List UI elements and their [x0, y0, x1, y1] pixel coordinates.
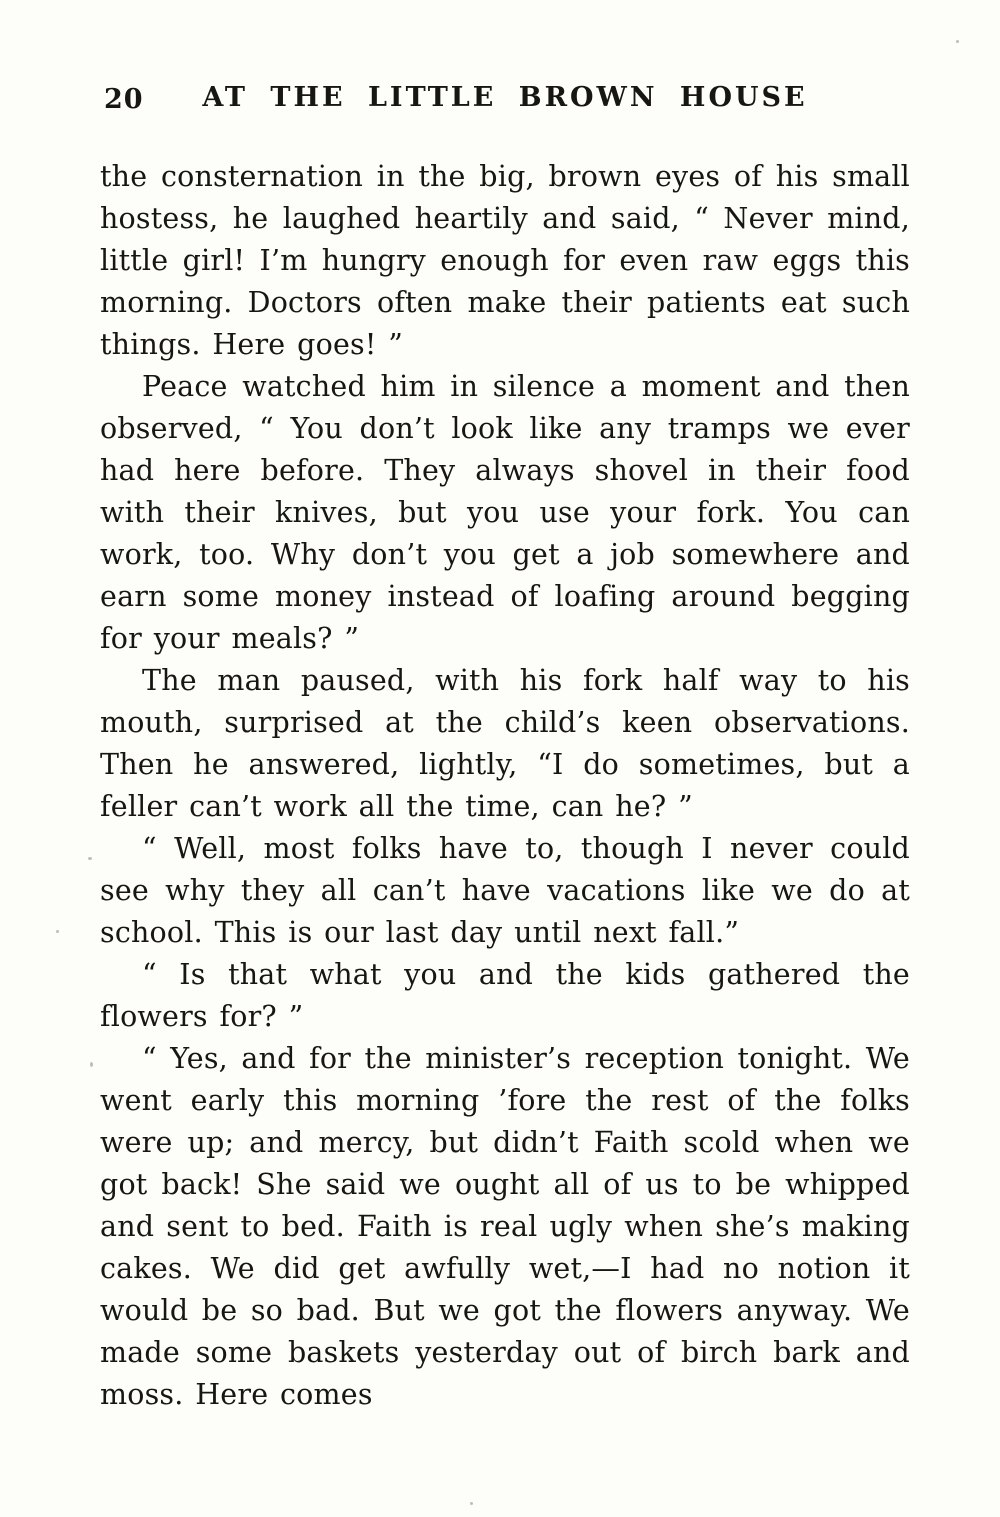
scan-speck	[88, 857, 92, 860]
paragraph: the consternation in the big, brown eyes of his small hostess, he laughed heartily and said, “ Never mind, little girl! I’m hungry enough for even raw eggs this morning. Doctors often make their patients eat such things. Here goes! ”	[100, 160, 910, 361]
page-number: 20	[104, 84, 144, 115]
page-header	[100, 80, 910, 124]
scan-speck	[470, 1502, 473, 1505]
paragraph: The man paused, with his fork half way to his mouth, surprised at the child’s keen observations. Then he answered, lightly, “I do sometimes, but a feller can’t work all the time, can he? ”	[100, 664, 910, 823]
running-title: AT THE LITTLE BROWN HOUSE	[202, 82, 808, 113]
page-body	[100, 156, 910, 1416]
scan-speck	[956, 40, 959, 43]
scan-speck	[90, 1062, 93, 1067]
paragraph: “ Yes, and for the minister’s reception tonight. We went early this morning ’fore the rest of the folks were up; and mercy, but didn’t Faith scold when we got back! She said we ought all of us to be whipped and sent to bed. Faith is real ugly when she’s making cakes. We did get awfully wet,—I had no notion it would be so bad. But we got the flowers anyway. We made some baskets yesterday out of birch bark and moss. Here comes	[100, 1042, 910, 1411]
paragraph: “ Well, most folks have to, though I never could see why they all can’t have vacations like we do at school. This is our last day until next fall.”	[100, 832, 910, 949]
paragraph: “ Is that what you and the kids gathered the flowers for? ”	[100, 958, 910, 1033]
scan-speck	[56, 930, 59, 933]
paragraph: Peace watched him in silence a moment and then observed, “ You don’t look like any tramps we ever had here before. They always shovel in their food with their knives, but you use your fork. You can work, too. Why don’t you get a job somewhere and earn some money instead of loafing around begging for your meals? ”	[100, 370, 910, 655]
